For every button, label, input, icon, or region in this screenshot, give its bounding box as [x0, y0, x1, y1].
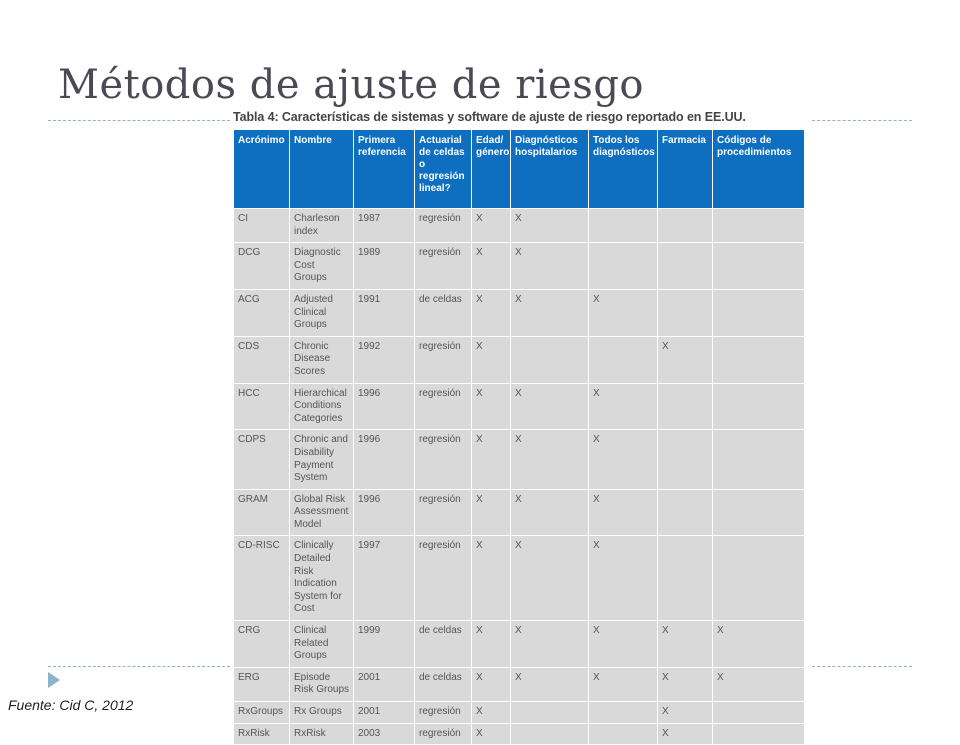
table-cell: X	[511, 489, 589, 536]
table-cell: de celdas	[415, 289, 472, 336]
table-cell: X	[589, 383, 658, 430]
table-cell: RxRisk	[234, 723, 290, 745]
table-cell: X	[472, 621, 511, 668]
table-cell: Chronic Disease Scores	[290, 336, 354, 383]
table-cell: X	[511, 536, 589, 621]
table-cell: X	[472, 723, 511, 745]
table-cell	[713, 383, 805, 430]
table-cell	[713, 336, 805, 383]
table-row	[234, 430, 805, 489]
table-cell: Charleson index	[290, 209, 354, 243]
table-row	[234, 621, 805, 668]
table-cell: GRAM	[234, 489, 290, 536]
table-cell: X	[658, 702, 713, 724]
table-cell: X	[511, 383, 589, 430]
risk-adjustment-table	[233, 129, 805, 745]
table-cell: Hierarchical Conditions Categories	[290, 383, 354, 430]
table-cell: regresión	[415, 723, 472, 745]
table-row	[234, 489, 805, 536]
table-cell: de celdas	[415, 667, 472, 701]
table-cell	[713, 243, 805, 290]
table-cell: X	[472, 536, 511, 621]
table-cell: X	[472, 336, 511, 383]
table-cell: X	[511, 430, 589, 489]
table-cell	[658, 536, 713, 621]
table-cell	[713, 536, 805, 621]
table-cell: X	[589, 667, 658, 701]
table-cell: regresión	[415, 383, 472, 430]
header-nombre: Nombre	[290, 130, 354, 209]
divider-top-left	[48, 120, 230, 121]
table-cell: X	[472, 702, 511, 724]
table-cell	[511, 723, 589, 745]
table-cell: 1987	[354, 209, 415, 243]
table-row	[234, 383, 805, 430]
table-cell: X	[472, 430, 511, 489]
table-cell: X	[589, 536, 658, 621]
table-cell: de celdas	[415, 621, 472, 668]
table-cell: X	[713, 621, 805, 668]
table-cell: X	[658, 723, 713, 745]
table-cell	[713, 289, 805, 336]
header-todos-diagnosticos: Todos los diagnósticos	[589, 130, 658, 209]
table-cell: DCG	[234, 243, 290, 290]
source-citation: Fuente: Cid C, 2012	[8, 697, 134, 713]
table-cell: Rx Groups	[290, 702, 354, 724]
table-cell: regresión	[415, 209, 472, 243]
table-cell: X	[658, 621, 713, 668]
table-cell	[713, 489, 805, 536]
table-cell	[713, 209, 805, 243]
table-cell: X	[472, 667, 511, 701]
table-row	[234, 723, 805, 745]
table-cell: ERG	[234, 667, 290, 701]
divider-bottom-left	[48, 666, 230, 667]
table-cell: X	[472, 243, 511, 290]
header-acronimo: Acrónimo	[234, 130, 290, 209]
table-cell: 1997	[354, 536, 415, 621]
table-cell	[658, 430, 713, 489]
table-cell	[589, 336, 658, 383]
table-cell	[589, 209, 658, 243]
table-cell	[658, 489, 713, 536]
table-cell: Diagnostic Cost Groups	[290, 243, 354, 290]
slide-title: Métodos de ajuste de riesgo	[58, 62, 644, 108]
table-cell: Chronic and Disability Payment System	[290, 430, 354, 489]
table-cell: 1991	[354, 289, 415, 336]
table-cell	[658, 209, 713, 243]
table-row	[234, 289, 805, 336]
header-edad-genero: Edad/ género	[472, 130, 511, 209]
table-cell: X	[472, 289, 511, 336]
table-cell: CRG	[234, 621, 290, 668]
table-cell	[658, 289, 713, 336]
table-cell: Adjusted Clinical Groups	[290, 289, 354, 336]
table-cell: regresión	[415, 489, 472, 536]
header-actuarial: Actuarial de celdas o regresión lineal?	[415, 130, 472, 209]
table-cell: 2001	[354, 702, 415, 724]
table-cell: 1999	[354, 621, 415, 668]
table-cell: X	[589, 289, 658, 336]
table-cell: X	[472, 383, 511, 430]
table-cell: regresión	[415, 243, 472, 290]
header-farmacia: Farmacia	[658, 130, 713, 209]
table-cell: X	[511, 289, 589, 336]
table-cell: CD-RISC	[234, 536, 290, 621]
table-cell: regresión	[415, 536, 472, 621]
table-cell: 1992	[354, 336, 415, 383]
table-cell: Clinically Detailed Risk Indication System for Cost	[290, 536, 354, 621]
table-cell	[658, 383, 713, 430]
table-row	[234, 667, 805, 701]
table-cell	[658, 243, 713, 290]
table-cell: regresión	[415, 336, 472, 383]
table-row	[234, 243, 805, 290]
table-cell: X	[511, 621, 589, 668]
header-primera-referencia: Primera referencia	[354, 130, 415, 209]
table-cell: CDS	[234, 336, 290, 383]
table-cell: X	[511, 667, 589, 701]
table-cell: RxGroups	[234, 702, 290, 724]
table-cell: Global Risk Assessment Model	[290, 489, 354, 536]
table-cell	[589, 723, 658, 745]
table-cell: 1996	[354, 383, 415, 430]
table-cell	[589, 243, 658, 290]
table-cell: X	[472, 489, 511, 536]
table-cell: CI	[234, 209, 290, 243]
table-cell: X	[589, 489, 658, 536]
table-cell: 2003	[354, 723, 415, 745]
table-cell: X	[658, 667, 713, 701]
table-cell: CDPS	[234, 430, 290, 489]
header-codigos-procedimientos: Códigos de procedimientos	[713, 130, 805, 209]
table-cell: 1989	[354, 243, 415, 290]
table-caption: Tabla 4: Características de sistemas y software de ajuste de riesgo reportado en EE.UU.	[233, 110, 746, 124]
table-row	[234, 209, 805, 243]
table-cell: Episode Risk Groups	[290, 667, 354, 701]
table-cell: 2001	[354, 667, 415, 701]
table-cell: X	[713, 667, 805, 701]
table-cell: ACG	[234, 289, 290, 336]
table-row	[234, 336, 805, 383]
header-diagnosticos-hospitalarios: Diagnósticos hospitalarios	[511, 130, 589, 209]
table-cell: regresión	[415, 702, 472, 724]
table-cell: RxRisk	[290, 723, 354, 745]
table-cell	[713, 430, 805, 489]
bullet-triangle-icon	[48, 672, 60, 688]
table-cell: X	[589, 430, 658, 489]
table-cell: X	[511, 209, 589, 243]
table-cell: X	[472, 209, 511, 243]
divider-top-right	[812, 120, 912, 121]
table-cell: X	[511, 243, 589, 290]
table-cell: X	[589, 621, 658, 668]
table-row	[234, 536, 805, 621]
table-cell: Clinical Related Groups	[290, 621, 354, 668]
table-cell: 1996	[354, 430, 415, 489]
table-cell: 1996	[354, 489, 415, 536]
divider-bottom-right	[812, 666, 912, 667]
table-header-row	[234, 130, 805, 209]
table-cell	[713, 723, 805, 745]
table-cell: X	[658, 336, 713, 383]
table-cell	[511, 336, 589, 383]
table-cell: HCC	[234, 383, 290, 430]
table-cell: regresión	[415, 430, 472, 489]
